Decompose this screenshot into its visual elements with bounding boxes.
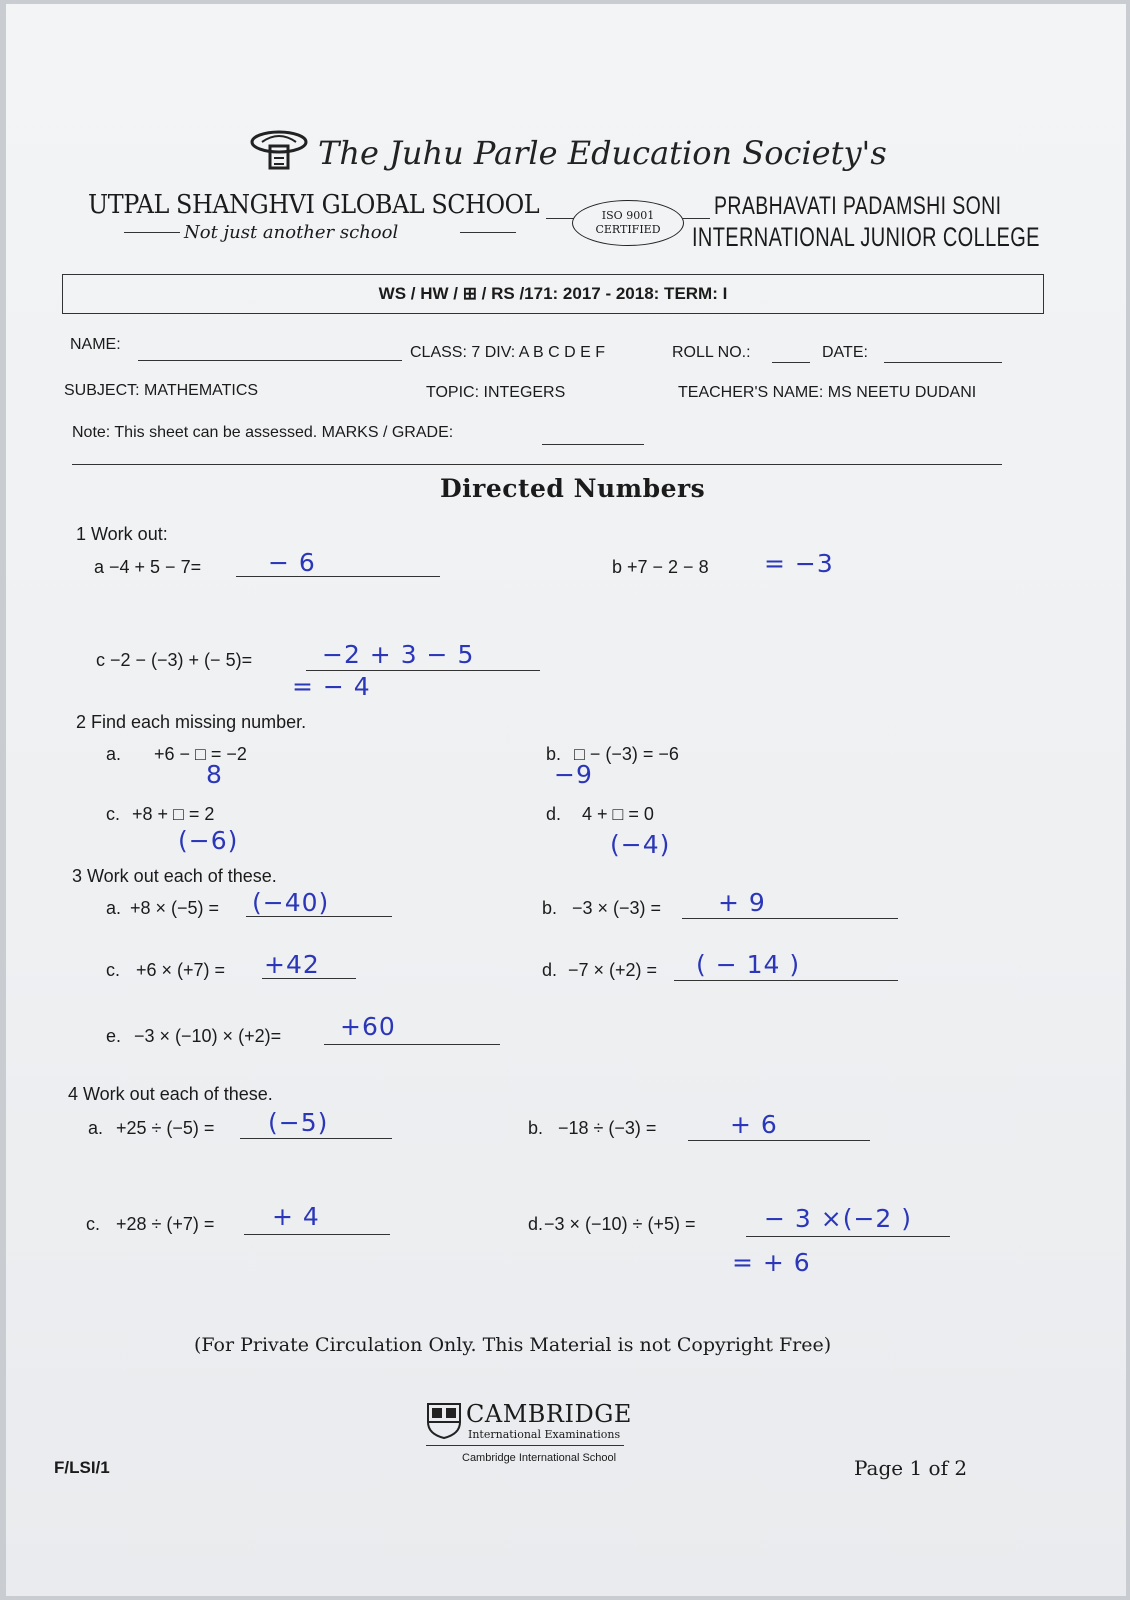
q3c-text: +6 × (+7) = bbox=[136, 960, 226, 980]
q1a-text: a −4 + 5 − 7= bbox=[94, 557, 202, 577]
q4d-label: d. bbox=[528, 1214, 544, 1234]
q3b-label: b. bbox=[542, 898, 558, 918]
q2b-answer: −9 bbox=[554, 760, 593, 789]
q4a-text: +25 ÷ (−5) = bbox=[116, 1118, 215, 1138]
q3c-label: c. bbox=[106, 960, 121, 980]
q2a-text: +6 − □ = −2 bbox=[154, 744, 247, 764]
q3a-answer: (−40) bbox=[252, 888, 330, 917]
college-name-line1: PRABHAVATI PADAMSHI SONI bbox=[714, 192, 1002, 220]
q4d-answer-line2: = + 6 bbox=[732, 1248, 811, 1277]
q2d-answer: (−4) bbox=[610, 830, 671, 859]
q3c-answer: +42 bbox=[264, 950, 320, 979]
college-name-line2: INTERNATIONAL JUNIOR COLLEGE bbox=[692, 222, 1040, 252]
q3a-label: a. bbox=[106, 898, 122, 918]
q3e-blank bbox=[324, 1044, 500, 1045]
worksheet-code: WS / HW / ⊞ / RS /171: 2017 - 2018: TERM: I bbox=[378, 284, 728, 303]
grade-blank bbox=[542, 444, 644, 445]
q4a-label: a. bbox=[88, 1118, 104, 1138]
q1c-answer-line2: = − 4 bbox=[292, 672, 371, 701]
q2c-answer: (−6) bbox=[178, 826, 239, 855]
circulation-notice: (For Private Circulation Only. This Material is not Copyright Free) bbox=[194, 1334, 832, 1356]
q3b-blank bbox=[682, 918, 898, 919]
school-left-name: UTPAL SHANGHVI GLOBAL SCHOOL bbox=[88, 190, 540, 220]
q4d-answer: − 3 ×(−2 ) bbox=[764, 1204, 913, 1233]
page-number: Page 1 of 2 bbox=[854, 1456, 968, 1480]
cambridge-subtitle: International Examinations bbox=[468, 1428, 621, 1441]
iso-rule-left bbox=[546, 218, 574, 219]
iso-line1: ISO 9001 bbox=[601, 209, 655, 222]
q4c-blank bbox=[244, 1234, 390, 1235]
topic-label: TOPIC: INTEGERS bbox=[426, 384, 566, 401]
header-divider bbox=[72, 464, 1002, 465]
name-blank bbox=[138, 360, 402, 361]
q3-title: 3 Work out each of these. bbox=[72, 866, 277, 886]
q4d-text: −3 × (−10) ÷ (+5) = bbox=[544, 1214, 696, 1234]
q3a-text: +8 × (−5) = bbox=[130, 898, 220, 918]
worksheet-title: Directed Numbers bbox=[440, 474, 706, 503]
q4b-label: b. bbox=[528, 1118, 544, 1138]
teacher-label: TEACHER'S NAME: MS NEETU DUDANI bbox=[678, 384, 977, 401]
q3d-blank bbox=[674, 980, 898, 981]
roll-blank bbox=[772, 362, 810, 363]
q1c-text: c −2 − (−3) + (− 5)= bbox=[96, 650, 253, 670]
q2-title: 2 Find each missing number. bbox=[76, 712, 307, 732]
roll-label: ROLL NO.: bbox=[672, 344, 751, 361]
assessment-note: Note: This sheet can be assessed. MARKS / GRADE: bbox=[72, 424, 454, 441]
name-label: NAME: bbox=[70, 336, 121, 353]
cambridge-shield-icon bbox=[426, 1402, 462, 1440]
q2b-label: b. bbox=[546, 744, 562, 764]
q2a-label: a. bbox=[106, 744, 122, 764]
iso-line2: CERTIFIED bbox=[595, 223, 661, 236]
cambridge-wordmark: CAMBRIDGE bbox=[466, 1400, 632, 1428]
class-label: CLASS: 7 DIV: A B C D E F bbox=[410, 344, 606, 361]
q3e-label: e. bbox=[106, 1026, 122, 1046]
q3d-answer: ( − 14 ) bbox=[696, 950, 801, 979]
q4b-answer: + 6 bbox=[730, 1110, 778, 1139]
q4-title: 4 Work out each of these. bbox=[68, 1084, 273, 1104]
worksheet-code-box bbox=[62, 274, 1044, 314]
q1b-text: b +7 − 2 − 8 bbox=[612, 557, 709, 577]
q4c-text: +28 ÷ (+7) = bbox=[116, 1214, 215, 1234]
q4d-blank bbox=[746, 1236, 950, 1237]
q2a-answer: 8 bbox=[206, 760, 223, 789]
cambridge-school-label: Cambridge International School bbox=[462, 1452, 617, 1464]
q2c-label: c. bbox=[106, 804, 121, 824]
q2d-label: d. bbox=[546, 804, 562, 824]
society-name: The Juhu Parle Education Society's bbox=[318, 134, 887, 172]
q1a-blank bbox=[236, 576, 440, 577]
q4c-answer: + 4 bbox=[272, 1202, 320, 1231]
worksheet-page bbox=[6, 4, 1126, 1596]
q3d-text: −7 × (+2) = bbox=[568, 960, 658, 980]
q3b-answer: + 9 bbox=[718, 888, 766, 917]
iso-rule-right bbox=[682, 218, 710, 219]
iso-certified-seal bbox=[572, 200, 684, 246]
q4b-blank bbox=[688, 1140, 870, 1141]
q3e-answer: +60 bbox=[340, 1012, 396, 1041]
q1a-answer: − 6 bbox=[268, 548, 316, 577]
q4b-text: −18 ÷ (−3) = bbox=[558, 1118, 657, 1138]
tagline-rule-left bbox=[124, 232, 180, 233]
cambridge-divider bbox=[426, 1445, 624, 1446]
q1b-answer: = −3 bbox=[764, 549, 834, 578]
q2b-text: □ − (−3) = −6 bbox=[574, 744, 679, 764]
q4a-blank bbox=[240, 1138, 392, 1139]
q4c-label: c. bbox=[86, 1214, 101, 1234]
q1c-blank bbox=[306, 670, 540, 671]
q3e-text: −3 × (−10) × (+2)= bbox=[134, 1026, 282, 1046]
q2d-text: 4 + □ = 0 bbox=[582, 804, 654, 824]
form-code: F/LSI/1 bbox=[54, 1458, 110, 1477]
q3b-text: −3 × (−3) = bbox=[572, 898, 662, 918]
q4a-answer: (−5) bbox=[268, 1108, 329, 1137]
subject-label: SUBJECT: MATHEMATICS bbox=[64, 382, 259, 399]
q3d-label: d. bbox=[542, 960, 558, 980]
date-label: DATE: bbox=[822, 344, 868, 361]
society-logo bbox=[248, 128, 310, 176]
school-tagline: Not just another school bbox=[184, 222, 399, 243]
date-blank bbox=[884, 362, 1002, 363]
q1c-answer: −2 + 3 − 5 bbox=[322, 640, 475, 669]
tagline-rule-right bbox=[460, 232, 516, 233]
q1-title: 1 Work out: bbox=[76, 524, 168, 544]
q2c-text: +8 + □ = 2 bbox=[132, 804, 215, 824]
